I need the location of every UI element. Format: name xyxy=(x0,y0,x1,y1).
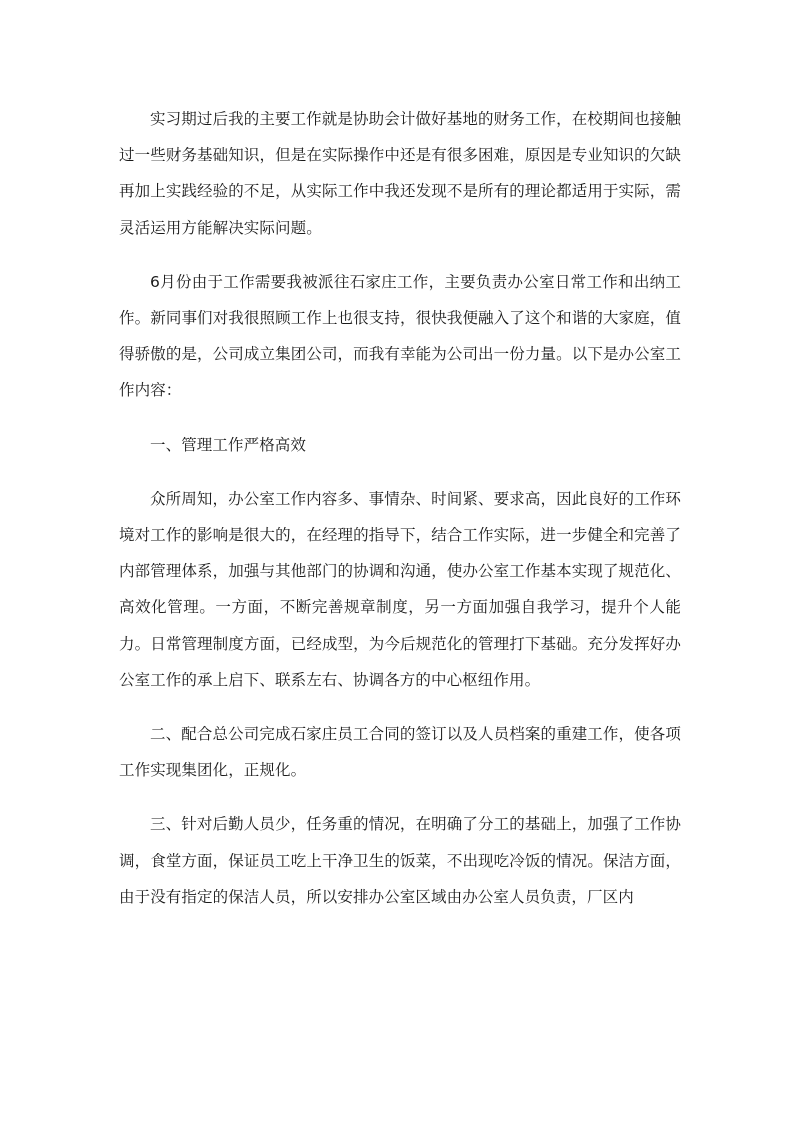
document-body xyxy=(119,101,681,933)
paragraph-shijiazhuang-work: 6月份由于工作需要我被派往石家庄工作，主要负责办公室日常工作和出纳工作。新同事们对我很照顾工作上也很支持，很快我便融入了这个和谐的大家庭，值得骄傲的是，公司成立集团公司，而我有幸能为公司出一份力量。以下是办公室工作内容： xyxy=(119,272,681,400)
paragraph-management-details: 众所周知，办公室工作内容多、事情杂、时间紧、要求高，因此良好的工作环境对工作的影响是很大的，在经理的指导下，结合工作实际，进一步健全和完善了内部管理体系，加强与其他部门的协调和沟通，使办公室工作基本实现了规范化、高效化管理。一方面，不断完善规章制度，另一方面加强自我学习，提升个人能力。日常管理制度方面，已经成型，为今后规范化的管理打下基础。充分发挥好办公室工作的承上启下、联系左右、协调各方的中心枢纽作用。 xyxy=(119,489,681,689)
section-heading-management: 一、管理工作严格高效 xyxy=(150,435,307,454)
paragraph-contracts-archives: 二、配合总公司完成石家庄员工合同的签订以及人员档案的重建工作，使各项工作实现集团化，正规化。 xyxy=(119,725,681,780)
paragraph-logistics: 三、针对后勤人员少，任务重的情况，在明确了分工的基础上，加强了工作协调，食堂方面，保证员工吃上干净卫生的饭菜，不出现吃冷饭的情况。保洁方面，由于没有指定的保洁人员，所以安排办公室区域由办公室人员负责，厂区内 xyxy=(119,815,681,906)
paragraph-finance-work: 实习期过后我的主要工作就是协助会计做好基地的财务工作，在校期间也接触过一些财务基础知识，但是在实际操作中还是有很多困难，原因是专业知识的欠缺再加上实践经验的不足，从实际工作中我还发现不是所有的理论都适用于实际，需灵活运用方能解决实际问题。 xyxy=(119,110,681,237)
